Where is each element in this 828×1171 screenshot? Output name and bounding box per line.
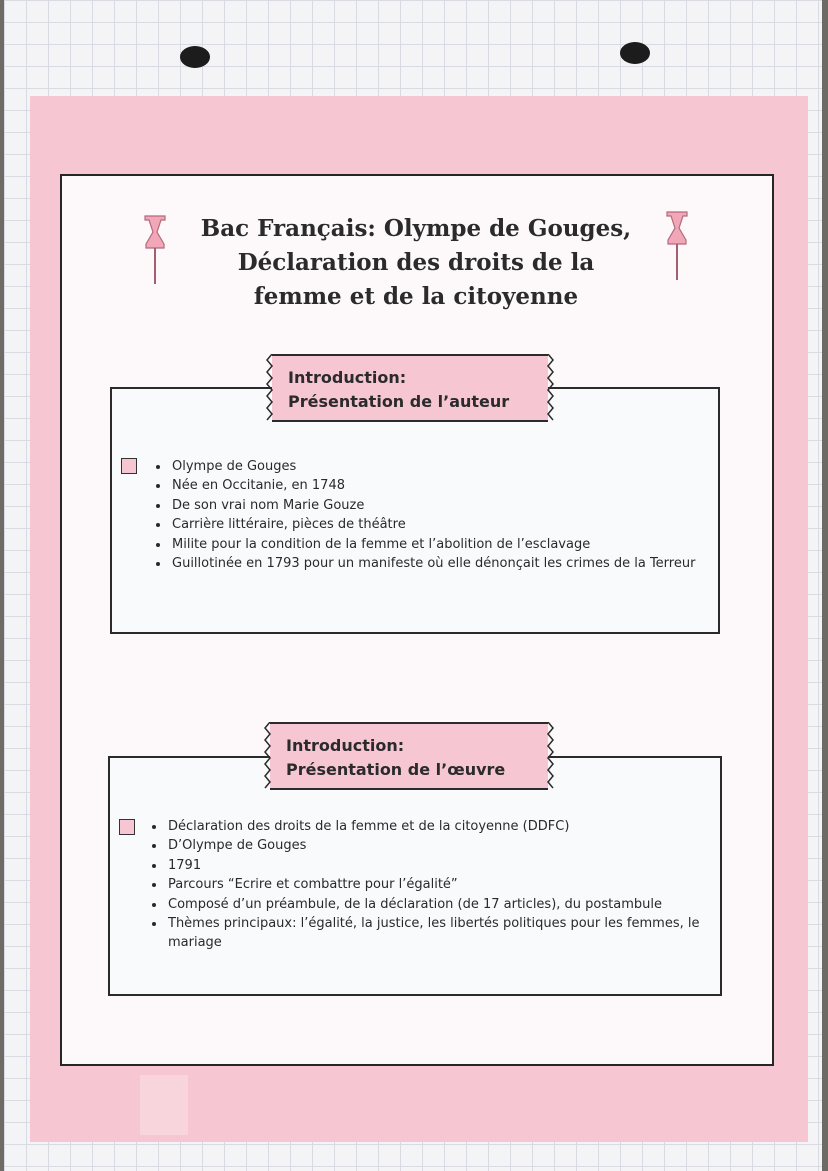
page-title: [196, 212, 636, 314]
list-item: • Née en Occitanie, en 1748: [170, 476, 736, 495]
list-item: • D’Olympe de Gouges: [166, 836, 726, 855]
heading-line: Présentation de l’œuvre: [286, 760, 506, 779]
list-item: • Parcours “Ecrire et combattre pour l’égalité”: [166, 875, 726, 894]
zigzag-edge: [264, 722, 272, 790]
zigzag-edge: [546, 354, 554, 422]
zigzag-edge: [266, 354, 274, 422]
list-item: • Olympe de Gouges: [170, 457, 736, 476]
section-work-heading: [270, 722, 548, 790]
list-item: • Déclaration des droits de la femme et de la citoyenne (DDFC): [166, 817, 726, 836]
title-line: femme et de la citoyenne: [253, 283, 579, 310]
title-line: Bac Français: Olympe de Gouges,: [200, 215, 632, 242]
section-author-heading: [272, 354, 548, 422]
tape-strip: [140, 1075, 188, 1135]
list-item: • Composé d’un préambule, de la déclaration (de 17 articles), du postambule: [166, 895, 726, 914]
checkbox-icon: [121, 458, 137, 474]
heading-line: Introduction:: [288, 368, 407, 387]
list-item: • Carrière littéraire, pièces de théâtre: [170, 515, 736, 534]
punch-hole-right: [620, 42, 650, 64]
heading-line: Introduction:: [286, 736, 405, 755]
pushpin-icon: [142, 214, 168, 286]
author-bullet-list: [152, 457, 736, 573]
list-item: • Thèmes principaux: l’égalité, la justice, les libertés politiques pour les femmes, le mariage: [166, 914, 726, 953]
list-item: • Guillotinée en 1793 pour un manifeste où elle dénonçait les crimes de la Terreur: [170, 554, 736, 573]
pushpin-icon: [664, 210, 690, 282]
heading-line: Présentation de l’auteur: [288, 392, 510, 411]
punch-hole-left: [180, 46, 210, 68]
list-item: • De son vrai nom Marie Gouze: [170, 496, 736, 515]
work-bullet-list: [148, 817, 726, 953]
list-item: • 1791: [166, 856, 726, 875]
zigzag-edge: [546, 722, 554, 790]
list-item: • Milite pour la condition de la femme et l’abolition de l’esclavage: [170, 535, 736, 554]
title-line: Déclaration des droits de la: [237, 249, 595, 276]
checkbox-icon: [119, 819, 135, 835]
